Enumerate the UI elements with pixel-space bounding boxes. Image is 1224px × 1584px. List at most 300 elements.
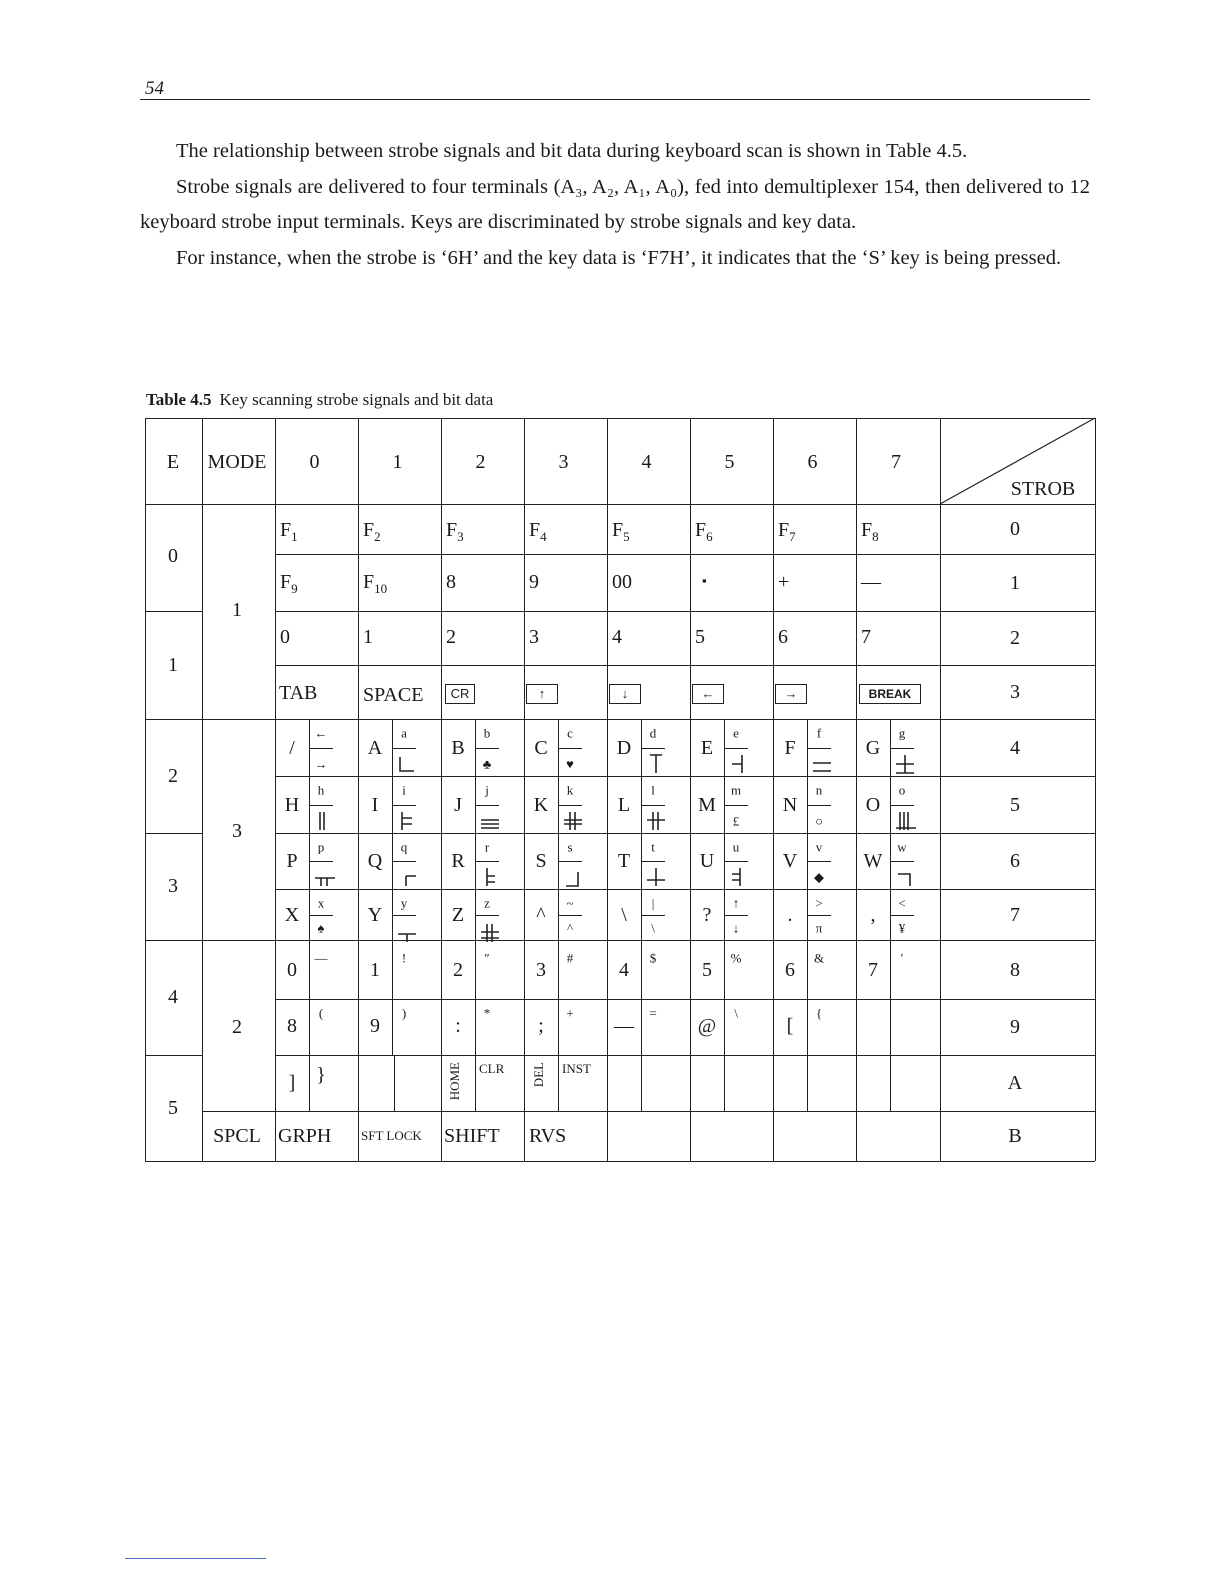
key-graph-6: π — [815, 920, 823, 936]
cell-split — [558, 861, 582, 862]
function-key-F7 — [778, 520, 796, 543]
caption-text: Key scanning strobe signals and bit data — [219, 390, 494, 409]
function-key-letter: F — [446, 519, 458, 541]
number-key-0: 0 — [287, 959, 297, 981]
table-rule — [358, 418, 359, 1161]
number-key-1: 1 — [370, 959, 380, 981]
key-shift-5: u — [732, 839, 740, 855]
key-shift-3: ~ — [566, 895, 574, 911]
graphic-glyph-17 — [894, 866, 916, 888]
cell-split — [807, 805, 831, 806]
e-column-rule — [145, 940, 202, 941]
key-shift-1: i — [402, 782, 406, 798]
function-key-F5 — [612, 520, 630, 543]
mode-column-rule — [202, 1111, 275, 1112]
key-graph-2: ♣ — [482, 756, 492, 772]
cell-split — [641, 861, 665, 862]
key-shift-4: d — [649, 725, 657, 741]
row-rule — [275, 1055, 1095, 1056]
symbol-key-2: : — [455, 1015, 461, 1037]
key-shift-0: h — [317, 782, 325, 798]
e-column-rule — [145, 1055, 202, 1056]
keypad-key: — — [861, 571, 881, 593]
keypad-key: ▪ — [702, 573, 707, 588]
home-key: HOME — [447, 1062, 462, 1101]
row-rule — [275, 1111, 1095, 1112]
key-main-4: T — [617, 850, 631, 872]
function-key-letter: F — [363, 519, 375, 541]
table-rule — [773, 418, 774, 1161]
cell-split — [475, 748, 499, 749]
cell-divider — [309, 940, 310, 999]
function-key-number: 9 — [291, 581, 298, 596]
digit-key-7: 7 — [861, 626, 871, 648]
cell-split — [475, 805, 499, 806]
header-mode: MODE — [207, 451, 267, 473]
key-graph-6: ○ — [815, 813, 823, 829]
graphic-glyph-19 — [479, 922, 501, 944]
paragraph-1: The relationship between strobe signals and bit data during keyboard scan is shown in Table 4.5. — [176, 140, 968, 162]
cell-split — [807, 748, 831, 749]
row-rule — [275, 833, 1095, 834]
table-rule — [856, 418, 857, 1161]
cell-split — [724, 915, 748, 916]
key-main-7: , — [870, 903, 876, 926]
key-shift-1: y — [400, 895, 408, 911]
function-key-letter: F — [280, 571, 292, 593]
mode-label-2: 2 — [232, 1016, 242, 1038]
row-rule — [275, 999, 1095, 1000]
mode-column-rule — [202, 940, 275, 941]
break-key: BREAK — [859, 684, 921, 704]
key-shift-3: k — [566, 782, 574, 798]
header-column-1: 1 — [392, 451, 403, 473]
function-key-number: 6 — [706, 529, 713, 544]
row-rule — [275, 776, 1095, 777]
symbol-shift-6: { — [815, 1005, 823, 1021]
clr-key: CLR — [479, 1061, 505, 1076]
header-column-5: 5 — [724, 451, 735, 473]
graphic-glyph-14 — [562, 866, 584, 888]
graphic-glyph-0 — [396, 753, 418, 775]
function-key-number: 5 — [623, 529, 630, 544]
graphic-glyph-9 — [645, 810, 667, 832]
key-shift-3: c — [567, 725, 573, 741]
mode-column-rule — [202, 719, 275, 720]
key-main-7: G — [865, 736, 881, 759]
key-graph-6: ◆ — [814, 869, 824, 885]
cell-split — [807, 915, 831, 916]
key-shift-7: < — [898, 895, 906, 911]
number-key-2: 2 — [453, 959, 463, 981]
key-graph-4: \ — [651, 920, 655, 936]
function-key-F8 — [861, 520, 879, 543]
cell-divider — [392, 940, 393, 999]
strobe-label-6: 6 — [1010, 850, 1020, 872]
strobe-label-2: 2 — [1010, 627, 1020, 649]
function-key-letter: F — [778, 519, 790, 541]
row-rule — [275, 554, 1095, 555]
graphic-glyph-8 — [562, 810, 584, 832]
function-key-letter: F — [695, 519, 707, 541]
graphic-glyph-15 — [645, 866, 667, 888]
cell-split — [807, 861, 831, 862]
key-shift-4: t — [651, 839, 655, 855]
cell-divider — [724, 940, 725, 999]
key-main-5: M — [698, 793, 716, 816]
key-main-4: \ — [621, 903, 627, 926]
cell-split — [558, 748, 582, 749]
e-column-rule — [145, 719, 202, 720]
key-shift-5: ↑ — [732, 895, 740, 911]
key-main-1: Q — [367, 850, 383, 872]
cell-split — [641, 805, 665, 806]
key-main-7: W — [863, 850, 883, 872]
table-rule — [202, 418, 203, 1111]
key-shift-2: b — [483, 725, 491, 741]
graphic-glyph-7 — [479, 810, 501, 832]
e-label-5: 5 — [168, 1097, 178, 1119]
keypad-key: 00 — [612, 571, 632, 593]
table-left-rule — [145, 418, 146, 1161]
graphic-glyph-1 — [645, 753, 667, 775]
cell-divider — [890, 999, 891, 1055]
key-graph-5: £ — [732, 813, 740, 829]
table-rule — [202, 1111, 203, 1161]
symbol-key-5: @ — [697, 1015, 717, 1037]
e-label-4: 4 — [168, 986, 178, 1008]
del-key: DEL — [531, 1062, 546, 1088]
key-shift-2: z — [484, 895, 490, 911]
e-label-2: 2 — [168, 765, 178, 787]
function-key-number: 10 — [374, 581, 388, 596]
row-rule — [275, 719, 1095, 720]
paragraph-2: Strobe signals are delivered to four terminals (A₃, A₂, A₁, A₀), fed into demultiplexer 154, then delivered to 12 keyboard strobe input terminals. Keys are discriminated by strobe signals and key data. — [140, 175, 1090, 233]
number-key-5: 5 — [702, 959, 712, 981]
digit-key-3: 3 — [529, 626, 539, 648]
key-shift-6: v — [815, 839, 823, 855]
cell-split — [475, 915, 499, 916]
cell-split — [724, 805, 748, 806]
number-key-4: 4 — [619, 959, 629, 981]
function-key-number: 1 — [291, 529, 298, 544]
footnote-rule — [125, 1558, 266, 1559]
graphic-glyph-12 — [396, 866, 418, 888]
cursor-left-key: ← — [692, 684, 724, 704]
key-main-5: ? — [702, 903, 712, 926]
strobe-label-5: 5 — [1010, 793, 1020, 816]
brace-key: } — [316, 1064, 326, 1086]
number-shift-6: & — [813, 950, 825, 966]
table-rule — [607, 418, 608, 1161]
digit-key-0: 0 — [280, 626, 290, 648]
strobe-label-0: 0 — [1010, 518, 1020, 540]
key-main-6: V — [782, 850, 798, 872]
function-key-letter: F — [363, 571, 375, 593]
cell-split — [890, 805, 914, 806]
number-shift-3: # — [566, 950, 574, 966]
key-main-4: L — [617, 793, 631, 816]
table-bottom-rule — [145, 1161, 1095, 1162]
key-shift-5: e — [733, 725, 739, 741]
cell-divider — [890, 940, 891, 999]
e-label-3: 3 — [168, 875, 178, 897]
function-key-F3 — [446, 520, 464, 543]
tab-key: TAB — [279, 682, 318, 704]
key-main-6: F — [784, 736, 796, 759]
key-main-2: B — [451, 736, 465, 759]
key-shift-1: q — [400, 839, 408, 855]
cell-split — [890, 861, 914, 862]
table-rule — [690, 418, 691, 1161]
key-shift-0: ← — [314, 725, 328, 741]
function-key-number: 7 — [789, 529, 796, 544]
header-strob: STROB — [1010, 478, 1076, 500]
cell-divider — [724, 999, 725, 1055]
cell-split — [724, 861, 748, 862]
key-graph-0: ♠ — [317, 920, 325, 936]
key-main-7: O — [865, 793, 881, 816]
key-main-1: A — [367, 736, 383, 759]
key-shift-7: g — [898, 725, 906, 741]
number-key-7: 7 — [868, 959, 878, 981]
table-rule — [275, 418, 276, 1161]
caption-label: Table 4.5 — [146, 390, 212, 409]
mode-label-1: 1 — [232, 599, 242, 621]
cell-split — [641, 915, 665, 916]
graphic-glyph-18 — [396, 922, 418, 944]
number-key-3: 3 — [536, 959, 546, 981]
strobe-label-7: 7 — [1010, 903, 1020, 926]
cell-divider — [309, 1055, 310, 1111]
cell-split — [392, 805, 416, 806]
key-main-0: P — [286, 850, 298, 872]
number-shift-7: ′ — [900, 950, 904, 966]
digit-key-6: 6 — [778, 626, 788, 648]
symbol-shift-5: \ — [734, 1005, 738, 1021]
number-shift-5: % — [730, 950, 742, 966]
cell-split — [558, 915, 582, 916]
cell-split — [475, 861, 499, 862]
cell-divider — [558, 940, 559, 999]
cell-divider — [807, 1055, 808, 1111]
symbol-key-0: 8 — [287, 1015, 297, 1037]
table-right-rule — [1095, 418, 1096, 1161]
function-key-number: 3 — [457, 529, 464, 544]
header-column-3: 3 — [558, 451, 569, 473]
cursor-down-key: ↓ — [609, 684, 641, 704]
table-rule — [940, 418, 941, 1161]
key-shift-7: w — [897, 839, 907, 855]
cursor-right-key: → — [775, 684, 807, 704]
e-label-0: 0 — [168, 545, 178, 567]
symbol-key-6: [ — [786, 1015, 794, 1037]
key-main-3: C — [534, 736, 548, 759]
key-main-0: X — [284, 903, 300, 926]
digit-key-2: 2 — [446, 626, 456, 648]
row-rule — [275, 889, 1095, 890]
key-shift-4: l — [651, 782, 655, 798]
strobe-label-3: 3 — [1010, 681, 1020, 703]
cell-split — [890, 748, 914, 749]
digit-key-1: 1 — [363, 626, 373, 648]
number-shift-0: — — [314, 950, 328, 966]
rvs-key: RVS — [529, 1125, 567, 1147]
cell-divider — [641, 940, 642, 999]
cell-divider — [558, 999, 559, 1055]
row-rule — [275, 611, 1095, 612]
key-shift-6: f — [816, 725, 822, 741]
function-key-letter: F — [861, 519, 873, 541]
key-main-2: J — [454, 793, 462, 816]
key-main-1: Y — [367, 903, 383, 926]
header-e: E — [166, 451, 180, 473]
digit-key-4: 4 — [612, 626, 622, 648]
header-column-6: 6 — [807, 451, 818, 473]
symbol-shift-0: ( — [318, 1005, 324, 1021]
function-key-F10 — [363, 572, 387, 595]
graphic-glyph-2 — [728, 753, 750, 775]
key-shift-6: n — [815, 782, 823, 798]
digit-key-5: 5 — [695, 626, 705, 648]
number-shift-1: ! — [401, 950, 407, 966]
table-rule — [441, 418, 442, 1161]
function-key-F1 — [280, 520, 298, 543]
key-shift-5: m — [730, 782, 742, 798]
cell-split — [392, 748, 416, 749]
grph-key: GRPH — [278, 1125, 332, 1147]
cell-divider — [309, 999, 310, 1055]
cursor-up-key: ↑ — [526, 684, 558, 704]
symbol-shift-2: * — [483, 1005, 491, 1021]
graphic-glyph-3 — [811, 753, 833, 775]
cell-divider — [890, 1055, 891, 1111]
cell-divider — [558, 1055, 559, 1111]
cell-divider — [475, 999, 476, 1055]
cell-divider — [641, 999, 642, 1055]
strobe-label-1: 1 — [1010, 571, 1020, 594]
inst-key: INST — [562, 1061, 591, 1076]
key-graph-3: ♥ — [566, 756, 574, 772]
function-key-letter: F — [612, 519, 624, 541]
key-graph-5: ↓ — [732, 920, 740, 936]
strobe-label-4: 4 — [1010, 736, 1020, 759]
graphic-glyph-13 — [479, 866, 501, 888]
cell-divider — [475, 1055, 476, 1111]
key-shift-0: p — [317, 839, 325, 855]
paragraph-3: For instance, when the strobe is ‘6H’ and the key data is ‘F7H’, it indicates that the ‘S’ key is being pressed. — [176, 246, 1062, 269]
symbol-shift-4: = — [649, 1005, 657, 1021]
key-shift-4: | — [651, 895, 655, 911]
cell-divider — [807, 999, 808, 1055]
e-column-rule — [145, 611, 202, 612]
row-rule — [275, 665, 1095, 666]
symbol-key-4: — — [614, 1015, 634, 1037]
key-shift-1: a — [401, 725, 407, 741]
symbol-shift-1: ) — [401, 1005, 407, 1021]
cell-split — [641, 748, 665, 749]
graphic-glyph-4 — [894, 753, 916, 775]
key-shift-7: o — [898, 782, 906, 798]
key-graph-0: → — [314, 756, 328, 772]
function-key-letter: F — [529, 519, 541, 541]
symbol-key-1: 9 — [370, 1015, 380, 1037]
function-key-F4 — [529, 520, 547, 543]
function-key-F9 — [280, 572, 298, 595]
cell-split — [724, 748, 748, 749]
page-number: 54 — [145, 78, 164, 99]
graphic-glyph-10 — [894, 810, 916, 832]
key-main-2: R — [451, 850, 465, 872]
cell-split — [309, 805, 333, 806]
symbol-key-3: ; — [538, 1015, 544, 1037]
function-key-F2 — [363, 520, 381, 543]
spcl-key: SPCL — [213, 1125, 261, 1147]
cell-split — [309, 861, 333, 862]
key-main-3: K — [533, 793, 549, 816]
keypad-key: 9 — [529, 571, 539, 593]
table-rule — [524, 418, 525, 1161]
strobe-label-B: B — [1008, 1125, 1022, 1147]
shift-key: SHIFT — [444, 1125, 500, 1147]
strobe-label-9: 9 — [1010, 1016, 1020, 1038]
number-shift-4: $ — [649, 950, 657, 966]
header-column-7: 7 — [891, 451, 901, 473]
key-shift-0: x — [317, 895, 325, 911]
cell-split — [309, 748, 333, 749]
key-shift-6: > — [815, 895, 823, 911]
key-shift-2: r — [484, 839, 490, 855]
cell-divider — [724, 1055, 725, 1111]
number-shift-2: ″ — [484, 950, 490, 966]
cell-split — [392, 861, 416, 862]
header-column-2: 2 — [475, 451, 486, 473]
cell-divider — [392, 999, 393, 1055]
function-key-F6 — [695, 520, 713, 543]
graphic-glyph-5 — [313, 810, 335, 832]
number-key-6: 6 — [785, 959, 795, 981]
cell-split — [392, 915, 416, 916]
cell-divider — [475, 940, 476, 999]
key-main-5: U — [699, 850, 715, 872]
key-graph-7: ¥ — [898, 920, 906, 936]
key-main-0: H — [284, 793, 300, 816]
shift-lock-key: SFT LOCK — [361, 1128, 422, 1143]
graphic-glyph-6 — [396, 810, 418, 832]
cell-divider — [394, 1055, 395, 1111]
key-main-1: I — [371, 793, 379, 816]
function-key-number: 2 — [374, 529, 381, 544]
key-main-4: D — [616, 736, 632, 759]
key-main-5: E — [700, 736, 714, 759]
e-column-rule — [145, 833, 202, 834]
key-main-3: S — [535, 850, 547, 872]
cell-split — [309, 915, 333, 916]
space-key: SPACE — [363, 684, 424, 706]
key-main-6: . — [787, 903, 793, 926]
graphic-glyph-11 — [313, 866, 335, 888]
header-column-4: 4 — [641, 451, 652, 473]
key-shift-3: s — [567, 839, 573, 855]
header-bottom-rule — [145, 504, 1095, 505]
key-shift-2: j — [485, 782, 489, 798]
key-main-6: N — [782, 793, 798, 816]
e-label-1: 1 — [168, 654, 178, 676]
cell-split — [558, 805, 582, 806]
key-main-2: Z — [451, 903, 465, 926]
keypad-key: 8 — [446, 571, 456, 593]
function-key-number: 8 — [872, 529, 879, 544]
